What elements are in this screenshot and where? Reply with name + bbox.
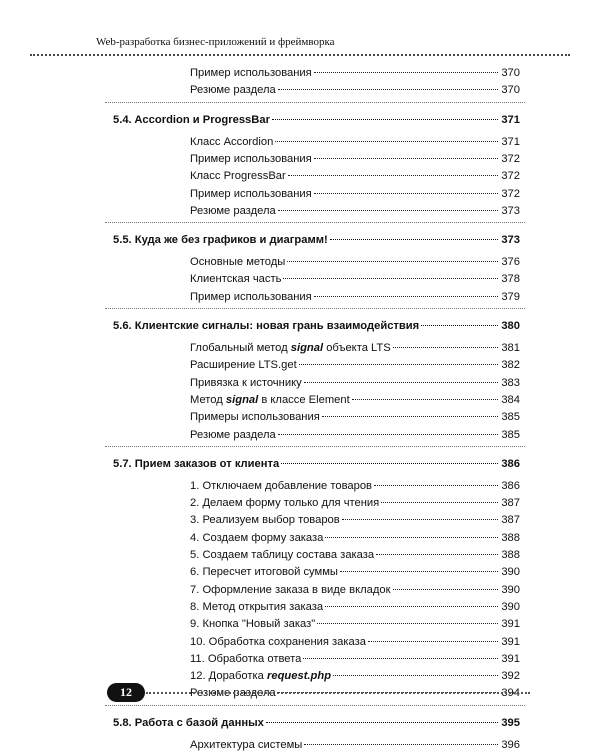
toc-entry[interactable] — [190, 290, 520, 304]
toc-entry-title: Примеры использования — [190, 411, 320, 424]
toc-entry[interactable] — [190, 272, 520, 286]
dot-leader — [299, 364, 498, 365]
toc-entry-title: 3. Реализуем выбор товаров — [190, 514, 340, 527]
toc-entry-title — [190, 341, 391, 355]
toc-page-number: 391 — [501, 635, 520, 648]
toc-page-number: 372 — [501, 187, 520, 200]
toc-page-number: 371 — [501, 113, 520, 126]
toc-entry-title: Класс Accordion — [190, 135, 274, 148]
toc-entry[interactable] — [190, 135, 520, 149]
toc-entry-title: 5.7. Прием заказов от клиента — [113, 457, 280, 470]
toc-page-number: 391 — [501, 618, 520, 631]
toc-entry[interactable] — [190, 479, 520, 493]
toc-page-number: 390 — [501, 583, 520, 596]
toc-section-entry[interactable] — [113, 319, 520, 333]
toc-entry-title-emphasis: signal — [225, 393, 259, 406]
toc-entry[interactable] — [190, 169, 520, 183]
toc-entry-title: 9. Кнопка "Новый заказ" — [190, 618, 316, 631]
toc-entry[interactable] — [190, 204, 520, 218]
toc-page-number: 372 — [501, 170, 520, 183]
dot-leader — [278, 210, 498, 211]
dot-leader — [317, 623, 498, 624]
toc-entry-title: 5.8. Работа с базой данных — [113, 716, 264, 729]
dot-leader — [325, 537, 498, 538]
toc-page-number: 384 — [501, 393, 520, 406]
toc-entry[interactable] — [190, 410, 520, 424]
toc-section-entry[interactable] — [113, 457, 520, 471]
toc-entry-title: Архитектура системы — [190, 738, 303, 751]
toc-entry-title: 4. Создаем форму заказа — [190, 531, 324, 544]
toc-page-number: 376 — [501, 256, 520, 269]
toc-entry-title-text: Метод — [190, 393, 226, 406]
toc-page-number: 386 — [501, 457, 520, 470]
toc-entry[interactable] — [190, 341, 520, 355]
toc-entry-title: 8. Метод открытия заказа — [190, 600, 324, 613]
toc-entry[interactable] — [190, 513, 520, 527]
section-divider — [105, 308, 525, 309]
toc-entry-title: Основные методы — [190, 256, 286, 269]
toc-section-entry[interactable] — [113, 233, 520, 247]
toc-page-number: 370 — [501, 67, 520, 79]
toc-page-number: 395 — [501, 716, 520, 729]
dot-leader — [278, 89, 498, 90]
toc-entry-title: 5.5. Куда же без графиков и диаграмм! — [113, 234, 328, 247]
toc-entry[interactable] — [190, 617, 520, 631]
dot-leader — [314, 72, 498, 73]
dot-leader — [287, 261, 498, 262]
toc-page-number: 396 — [501, 738, 520, 751]
toc-page-number: 387 — [501, 514, 520, 527]
toc-entry[interactable] — [190, 83, 520, 97]
toc-page-number: 394 — [501, 687, 520, 700]
toc-page-number: 388 — [501, 531, 520, 544]
dot-leader — [393, 589, 499, 590]
dot-leader — [314, 158, 498, 159]
toc-page-number: 387 — [501, 497, 520, 510]
toc-entry-title-text: 12. Доработка — [190, 670, 268, 683]
toc-entry-title: Резюме раздела — [190, 428, 276, 441]
toc-entry-title — [190, 669, 331, 683]
running-header: Web-разработка бизнес-приложений и фреймворка — [96, 36, 335, 48]
dot-leader — [421, 325, 498, 326]
toc-entry[interactable] — [190, 531, 520, 545]
dot-leader — [283, 278, 498, 279]
dot-leader — [322, 416, 498, 417]
toc-entry[interactable] — [190, 635, 520, 649]
toc-page-number: 386 — [501, 479, 520, 492]
toc-entry[interactable] — [190, 152, 520, 166]
dot-leader — [266, 722, 498, 723]
toc-page-number: 385 — [501, 411, 520, 424]
toc-entry-title: 1. Отключаем добавление товаров — [190, 479, 372, 492]
dot-leader — [281, 463, 498, 464]
header-rule — [30, 54, 570, 56]
dot-leader — [272, 119, 498, 120]
section-divider — [105, 102, 525, 103]
toc-entry-title-text: в классе Element — [258, 393, 350, 406]
dot-leader — [275, 141, 498, 142]
dot-leader — [304, 744, 498, 745]
toc-entry[interactable] — [190, 187, 520, 201]
section-divider — [105, 705, 525, 706]
toc-entry-title: Клиентская часть — [190, 273, 282, 286]
section-divider — [105, 446, 525, 447]
dot-leader — [381, 502, 498, 503]
toc-entry-title-text: объекта LTS — [323, 342, 391, 354]
toc-page-number: 385 — [501, 428, 520, 441]
toc-entry-title: 5.6. Клиентские сигналы: новая грань взаимодействия — [113, 320, 420, 332]
dot-leader — [314, 193, 498, 194]
toc-page-number: 392 — [501, 670, 520, 683]
toc-entry-title: Расширение LTS.get — [190, 359, 297, 372]
toc-entry[interactable] — [190, 255, 520, 269]
toc-entry-title: Резюме раздела — [190, 204, 276, 217]
section-divider — [105, 222, 525, 223]
toc-entry[interactable] — [190, 669, 520, 683]
toc-page-number: 390 — [501, 566, 520, 579]
dot-leader — [288, 175, 498, 176]
dot-leader — [325, 606, 498, 607]
toc-entry-title: 5.4. Accordion и ProgressBar — [113, 113, 270, 126]
toc-entry-title: 7. Оформление заказа в виде вкладок — [190, 583, 391, 596]
toc-page-number: 390 — [501, 600, 520, 613]
toc-entry[interactable] — [190, 652, 520, 666]
toc-entry-title: Пример использования — [190, 67, 312, 79]
toc-entry-title: 11. Обработка ответа — [190, 652, 302, 665]
toc-entry[interactable] — [190, 66, 520, 80]
toc-entry-title: Пример использования — [190, 290, 312, 303]
toc-entry-title: 6. Пересчет итоговой суммы — [190, 566, 338, 579]
dot-leader — [333, 675, 498, 676]
dot-leader — [376, 554, 498, 555]
toc-entry[interactable] — [190, 358, 520, 372]
toc-entry-title-emphasis: signal — [290, 342, 324, 354]
toc-entry-title: 5. Создаем таблицу состава заказа — [190, 549, 375, 561]
dot-leader — [374, 485, 498, 486]
toc-entry-title-emphasis: request.php — [267, 670, 332, 683]
footer-rule — [146, 692, 530, 694]
toc-entry-title: 10. Обработка сохранения заказа — [190, 635, 366, 648]
toc-page-number: 378 — [501, 273, 520, 286]
toc-entry-title-text: Глобальный метод — [190, 342, 291, 354]
toc-page-number: 371 — [501, 135, 520, 148]
toc-page-number: 391 — [501, 652, 520, 665]
toc-entry[interactable] — [190, 583, 520, 597]
toc-entry-title: Резюме раздела — [190, 84, 276, 97]
toc-entry[interactable] — [190, 565, 520, 579]
toc-entry[interactable] — [190, 548, 520, 562]
toc-entry-title: Резюме раздела — [190, 687, 276, 700]
toc-page-number: 381 — [501, 342, 520, 354]
toc-entry-title — [190, 393, 350, 407]
toc-entry-title: Пример использования — [190, 152, 312, 165]
dot-leader — [368, 641, 498, 642]
dot-leader — [278, 434, 498, 435]
toc-page-number: 380 — [501, 320, 520, 332]
toc-entry[interactable] — [190, 393, 520, 407]
dot-leader — [352, 399, 498, 400]
toc-entry[interactable] — [190, 496, 520, 510]
dot-leader — [303, 658, 498, 659]
toc-page-number: 383 — [501, 376, 520, 389]
toc-section-entry[interactable] — [113, 716, 520, 730]
dot-leader — [393, 347, 498, 348]
toc-entry-title: 2. Делаем форму только для чтения — [190, 497, 380, 510]
dot-leader — [342, 519, 498, 520]
toc-entry-title: Привязка к источнику — [190, 376, 302, 389]
toc-entry[interactable] — [190, 600, 520, 614]
toc-page-number: 373 — [501, 234, 520, 247]
toc-entry-title: Класс ProgressBar — [190, 170, 286, 183]
dot-leader — [304, 382, 498, 383]
toc-page-number: 370 — [501, 84, 520, 97]
page-number-badge: 12 — [107, 683, 145, 702]
toc-page-number: 372 — [501, 152, 520, 165]
dot-leader — [340, 571, 498, 572]
toc-page-number: 373 — [501, 204, 520, 217]
toc-page-number: 388 — [501, 549, 520, 561]
toc-entry[interactable] — [190, 428, 520, 442]
toc-page-number: 379 — [501, 290, 520, 303]
dot-leader — [330, 239, 498, 240]
toc-section-entry[interactable] — [113, 113, 520, 127]
dot-leader — [314, 296, 498, 297]
toc-entry-title: Пример использования — [190, 187, 312, 200]
toc-entry[interactable] — [190, 376, 520, 390]
toc-page-number: 382 — [501, 359, 520, 372]
